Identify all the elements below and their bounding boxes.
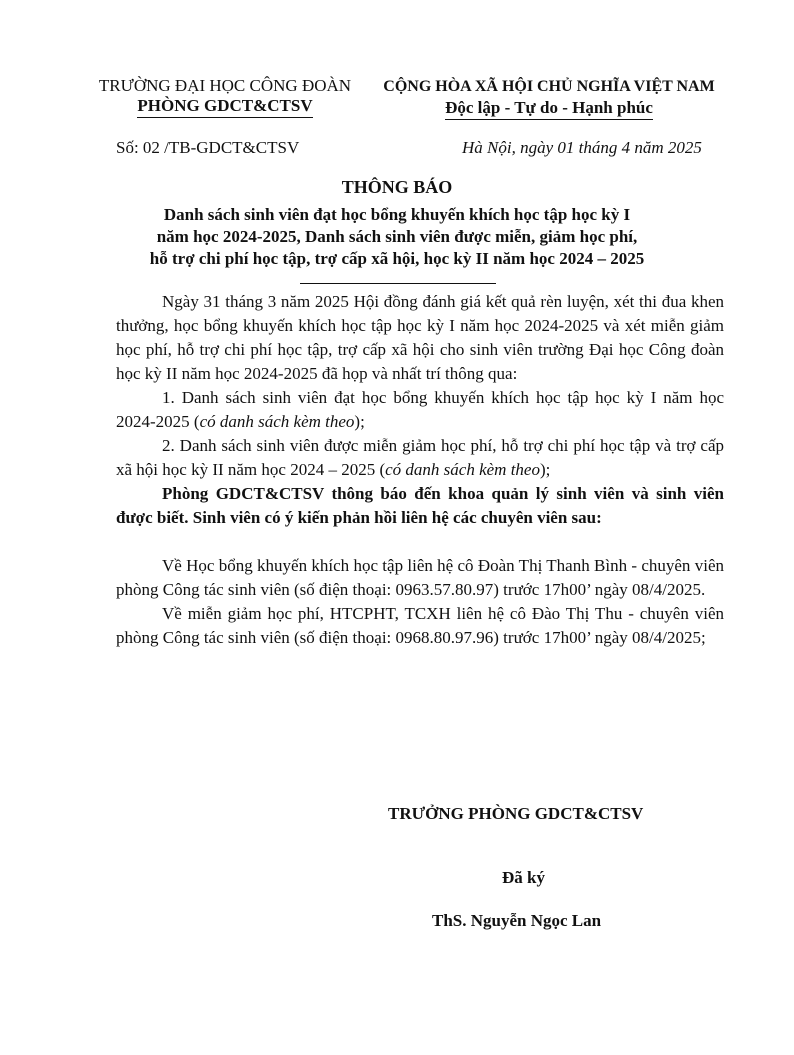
list-item-1-note: có danh sách kèm theo bbox=[199, 412, 355, 431]
document-title: THÔNG BÁO bbox=[341, 177, 453, 197]
intro-paragraph: Ngày 31 tháng 3 năm 2025 Hội đồng đánh giá kết quả rèn luyện, xét thi đua khen thưởng, học bổng khuyến khích học tập học kỳ I năm học 2024-2025 và xét miễn giảm học phí, hỗ trợ chi phí học tập, trợ cấp xã hội cho sinh viên trường Đại học Công đoàn học kỳ II năm học 2024-2025 đã họp và nhất trí thông qua: bbox=[116, 292, 724, 383]
list-item-2-end: ); bbox=[539, 460, 551, 479]
subtitle-line: Danh sách sinh viên đạt học bổng khuyến khích học tập học kỳ I bbox=[163, 205, 631, 224]
list-item-1-end: ); bbox=[354, 412, 365, 431]
list-item-2-note: có danh sách kèm theo bbox=[385, 460, 540, 479]
national-header bbox=[365, 76, 733, 120]
signer-position: TRƯỞNG PHÒNG GDCT&CTSV bbox=[388, 804, 644, 823]
signer-name: ThS. Nguyễn Ngọc Lan bbox=[432, 911, 602, 930]
subtitle-line: năm học 2024-2025, Danh sách sinh viên được miễn, giảm học phí, bbox=[156, 227, 638, 246]
document-subtitle bbox=[120, 204, 674, 270]
signed-status: Đã ký bbox=[502, 868, 545, 887]
list-item-2-text: 2. Danh sách sinh viên được miễn giảm học phí, hỗ trợ chi phí học tập và trợ cấp xã hội học kỳ II năm học 2024 – 2025 ( bbox=[116, 436, 724, 479]
contact-paragraph-2: Về miễn giảm học phí, HTCPHT, TCXH liên hệ cô Đào Thị Thu - chuyên viên phòng Công tác sinh viên (số điện thoại: 0968.80.97.96) trước 17h00’ ngày 08/4/2025; bbox=[116, 604, 724, 647]
organization-name: TRƯỜNG ĐẠI HỌC CÔNG ĐOÀN bbox=[98, 76, 352, 95]
list-item-1 bbox=[116, 386, 724, 434]
country-name: CỘNG HÒA XÃ HỘI CHỦ NGHĨA VIỆT NAM bbox=[383, 78, 715, 95]
announcement-paragraph: Phòng GDCT&CTSV thông báo đến khoa quản lý sinh viên và sinh viên được biết. Sinh viên có ý kiến phản hồi liên hệ các chuyên viên sau: bbox=[116, 484, 724, 527]
national-motto: Độc lập - Tự do - Hạnh phúc bbox=[445, 97, 653, 120]
document-number: Số: 02 /TB-GDCT&CTSV bbox=[116, 138, 300, 157]
document-body bbox=[116, 290, 724, 650]
list-item-2 bbox=[116, 434, 724, 482]
title-divider bbox=[300, 283, 496, 284]
department-name: PHÒNG GDCT&CTSV bbox=[137, 96, 312, 118]
subtitle-line: hỗ trợ chi phí học tập, trợ cấp xã hội, học kỳ II năm học 2024 – 2025 bbox=[149, 249, 645, 268]
contact-paragraph-1: Về Học bổng khuyến khích học tập liên hệ cô Đoàn Thị Thanh Bình - chuyên viên phòng Công tác sinh viên (số điện thoại: 0963.57.80.97) trước 17h00’ ngày 08/4/2025. bbox=[116, 556, 724, 599]
document-date: Hà Nội, ngày 01 tháng 4 năm 2025 bbox=[462, 138, 702, 157]
list-item-1-text: 1. Danh sách sinh viên đạt học bổng khuyến khích học tập học kỳ I năm học 2024-2025 ( bbox=[116, 388, 724, 431]
issuer-header bbox=[80, 76, 370, 118]
